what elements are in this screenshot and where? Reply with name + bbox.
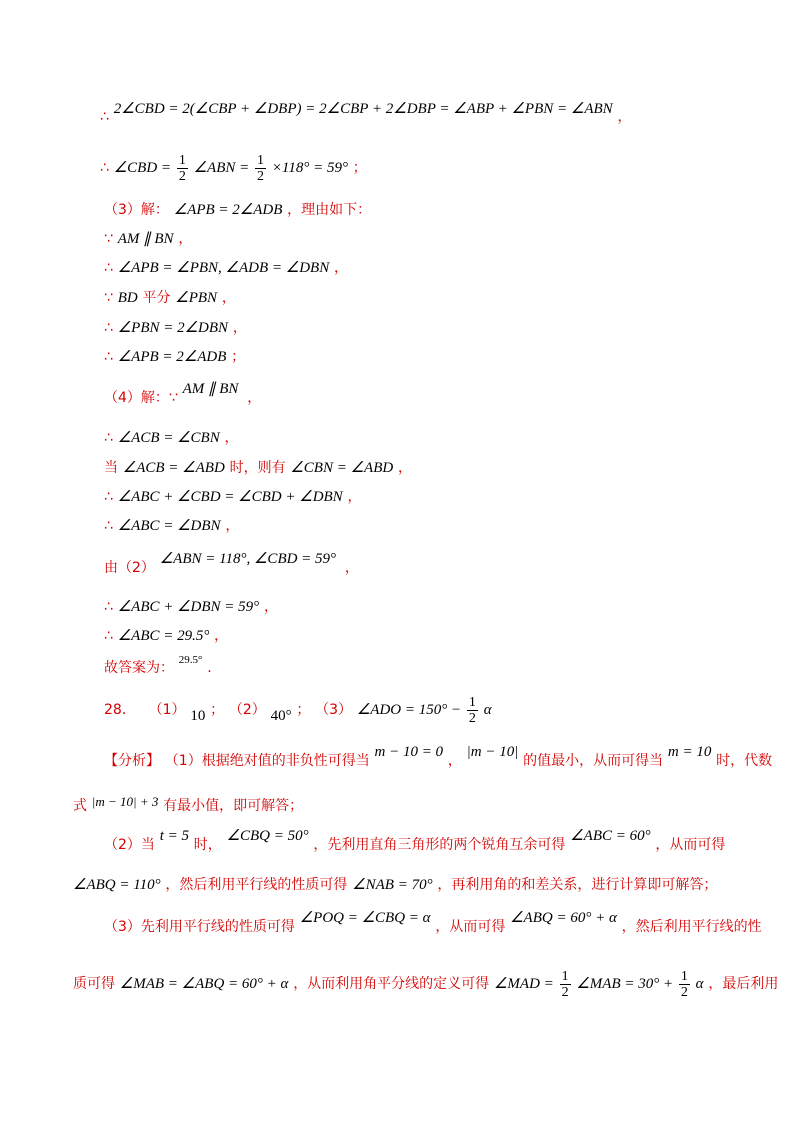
math-expression: ∠PBN <box>175 290 218 306</box>
because-symbol: ∵ <box>104 231 113 247</box>
math-expression: 2∠CBD = 2(∠CBP + ∠DBP) = 2∠CBP + 2∠DBP = ∠ABP + ∠PBN = ∠ABN <box>113 101 613 117</box>
line-14 <box>104 551 359 578</box>
math-expression: α <box>483 702 492 718</box>
line-1 <box>100 98 632 125</box>
therefore-symbol: ∴ <box>104 628 113 644</box>
punctuation: ， <box>232 320 247 336</box>
math-expression: AM ∥ BN <box>117 231 174 247</box>
text: ，从而可得 <box>435 919 506 935</box>
math-expression: ∠APB = ∠PBN, ∠ADB = ∠DBN <box>117 260 330 276</box>
line-16 <box>104 625 228 646</box>
therefore-symbol: ∴ <box>100 109 109 125</box>
text: 时，则有 <box>229 460 286 476</box>
math-expression: ∠ACB = ∠ABD <box>122 460 225 476</box>
text: （2）当 <box>104 837 155 853</box>
line-6 <box>104 287 236 308</box>
fraction-half: $\frac{1}{2}$ <box>468 694 476 726</box>
math-expression: m = 10 <box>667 744 712 760</box>
text: 当 <box>104 460 118 476</box>
punctuation: ， <box>344 560 359 576</box>
math-expression: ∠CBN = ∠ABD <box>290 460 394 476</box>
analysis-line-1 <box>104 744 773 771</box>
math-expression: |m − 10| <box>466 744 519 760</box>
punctuation: . <box>207 660 212 676</box>
therefore-symbol: ∴ <box>104 320 113 336</box>
math-expression: ×118° = 59° <box>271 160 348 176</box>
fraction-half: $\frac{1}{2}$ <box>561 968 569 1000</box>
because-symbol: ∵ <box>104 290 113 306</box>
analysis-line-5 <box>104 910 762 937</box>
text: ，再利用角的和差关系，进行计算即可解答； <box>437 877 718 893</box>
punctuation: ， <box>347 489 362 505</box>
math-expression: ∠APB = 2∠ADB <box>173 202 283 218</box>
text: ， <box>447 753 462 769</box>
math-expression: ∠APB = 2∠ADB <box>117 349 227 365</box>
math-expression: ∠ABC + ∠DBN = 59° <box>117 599 260 615</box>
math-expression: ∠CBQ = 50° <box>226 828 309 844</box>
part-label: （3）解： <box>104 202 169 218</box>
math-expression: t = 5 <box>159 828 189 844</box>
math-expression: ∠ABC = ∠DBN <box>117 518 221 534</box>
punctuation: ； <box>352 160 367 176</box>
text: 质可得 <box>73 976 115 992</box>
text: ，先利用直角三角形的两个锐角互余可得 <box>313 837 566 853</box>
therefore-symbol: ∴ <box>104 599 113 615</box>
therefore-symbol: ∴ <box>100 160 109 176</box>
fraction-half: $\frac{1}{2}$ <box>680 968 688 1000</box>
text: （1）根据绝对值的非负性可得当 <box>164 753 370 769</box>
question-number: 28． <box>104 702 136 718</box>
math-expression: ∠ABQ = 110° <box>73 877 161 893</box>
text: ，从而可得 <box>655 837 726 853</box>
text: 由（2） <box>104 560 155 576</box>
math-expression: ∠ABC = 29.5° <box>117 628 210 644</box>
therefore-symbol: ∴ <box>104 349 113 365</box>
text: 时，代数 <box>716 753 773 769</box>
line-5 <box>104 257 348 278</box>
math-expression: ∠MAB = ∠ABQ = 60° + α <box>119 976 289 992</box>
text: ，从而利用角平分线的定义可得 <box>293 976 490 992</box>
therefore-symbol: ∴ <box>104 518 113 534</box>
therefore-symbol: ∴ <box>104 489 113 505</box>
punctuation: ， <box>221 290 236 306</box>
punctuation: ， <box>178 231 193 247</box>
punctuation: ， <box>334 260 348 276</box>
math-expression: ∠ABQ = 60° + α <box>510 910 617 926</box>
punctuation: ， <box>398 460 412 476</box>
answer-value: 29.5° <box>178 654 203 666</box>
text: ，然后利用平行线的性 <box>621 919 762 935</box>
text: 平分 <box>142 290 171 306</box>
answer-value: 10 <box>190 708 206 724</box>
math-expression: ∠MAD = <box>493 976 554 992</box>
part-label: （1） <box>148 702 186 718</box>
punctuation: ； <box>296 702 311 718</box>
punctuation: ， <box>224 430 239 446</box>
line-11 <box>104 457 412 478</box>
math-expression: AM ∥ BN <box>182 381 239 397</box>
text: 有最小值，即可解答； <box>163 798 304 814</box>
math-expression: ∠NAB = 70° <box>352 877 433 893</box>
part-label: （4）解：∵ <box>104 390 178 406</box>
math-expression: α <box>695 976 704 992</box>
analysis-line-4 <box>73 874 717 895</box>
therefore-symbol: ∴ <box>104 260 113 276</box>
math-expression: ∠PBN = 2∠DBN <box>117 320 229 336</box>
line-10 <box>104 427 239 448</box>
analysis-tag: 【分析】 <box>104 753 160 769</box>
math-expression: ∠POQ = ∠CBQ = α <box>299 910 431 926</box>
text: 时， <box>193 837 222 853</box>
question-28-answers <box>104 692 492 727</box>
line-13 <box>104 515 239 536</box>
text: ，然后利用平行线的性质可得 <box>165 877 348 893</box>
math-expression: |m − 10| + 3 <box>91 794 159 809</box>
math-expression: ∠ABN = 118°, ∠CBD = 59° <box>159 551 337 567</box>
answer-value: 40° <box>270 708 292 724</box>
line-8 <box>104 346 245 367</box>
math-expression: ∠ABC + ∠CBD = ∠CBD + ∠DBN <box>117 489 343 505</box>
math-expression: ∠ABC = 60° <box>570 828 651 844</box>
text: ，理由如下： <box>287 202 372 218</box>
math-expression: ∠CBD = <box>113 160 172 176</box>
text: 式 <box>73 798 87 814</box>
line-12 <box>104 486 361 507</box>
math-expression: BD <box>117 290 138 306</box>
punctuation: ， <box>263 599 278 615</box>
math-expression: ∠ACB = ∠CBN <box>117 430 220 446</box>
text: （3）先利用平行线的性质可得 <box>104 919 295 935</box>
therefore-symbol: ∴ <box>104 430 113 446</box>
text: 故答案为： <box>104 660 174 676</box>
math-expression: ∠MAB = 30° + <box>576 976 674 992</box>
analysis-line-6 <box>73 966 778 1001</box>
math-expression: ∠ADO = 150° − <box>356 702 462 718</box>
punctuation: ， <box>617 109 632 125</box>
punctuation: ， <box>214 628 229 644</box>
punctuation: ； <box>210 702 225 718</box>
analysis-line-3 <box>104 828 726 855</box>
line-7 <box>104 317 247 338</box>
punctuation: ； <box>231 349 246 365</box>
text: ，最后利用 <box>708 976 779 992</box>
line-17 <box>104 654 212 679</box>
line-9 <box>104 381 262 408</box>
part-label: （3） <box>315 702 353 718</box>
punctuation: ， <box>225 518 240 534</box>
line-4 <box>104 228 192 249</box>
line-3 <box>104 199 371 220</box>
text: 的值最小，从而可得当 <box>523 753 664 769</box>
math-expression: m − 10 = 0 <box>374 744 444 760</box>
line-2 <box>100 150 367 185</box>
analysis-line-2 <box>73 795 303 816</box>
fraction-half: $\frac{1}{2}$ <box>178 152 186 184</box>
line-15 <box>104 596 278 617</box>
fraction-half: $\frac{1}{2}$ <box>257 152 265 184</box>
math-expression: ∠ABN = <box>193 160 250 176</box>
part-label: （2） <box>228 702 266 718</box>
punctuation: ， <box>247 390 262 406</box>
